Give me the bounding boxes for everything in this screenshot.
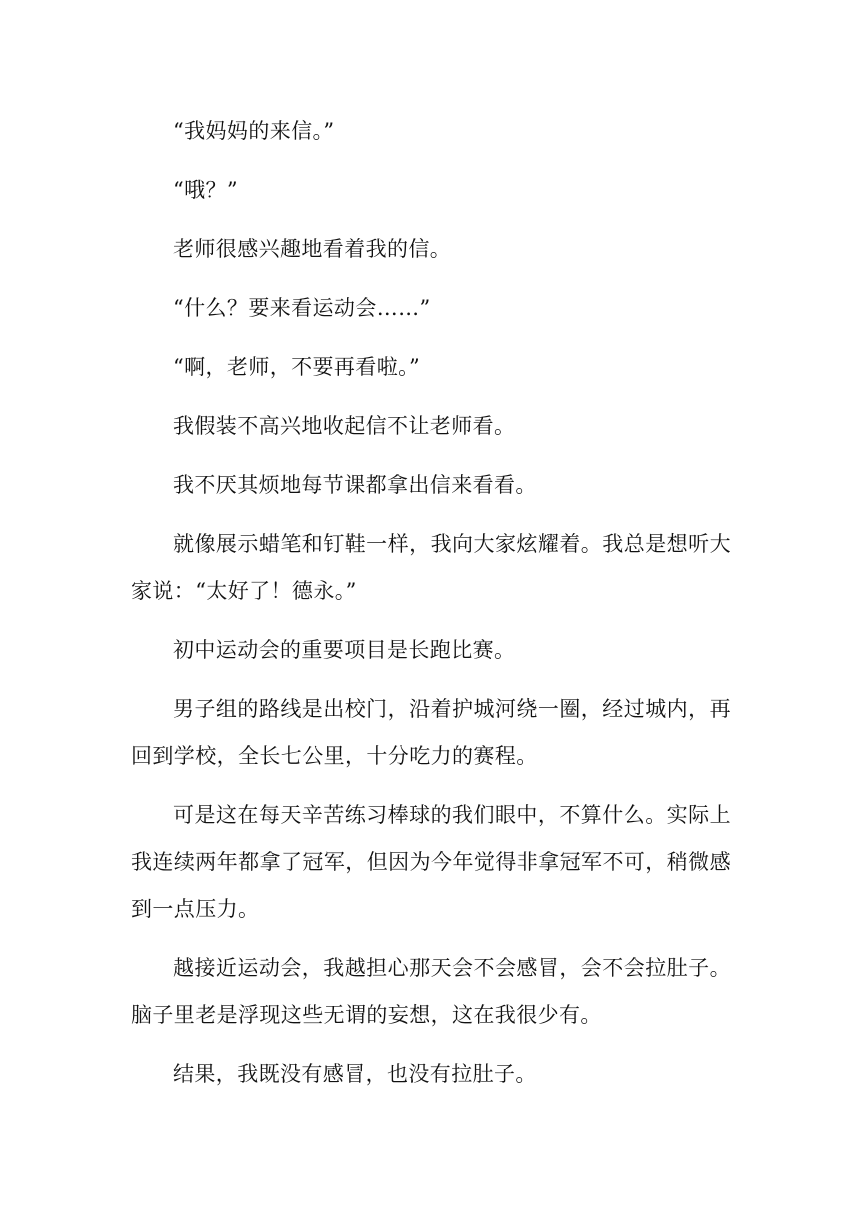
paragraph-10: 男子组的路线是出校门，沿着护城河绕一圈，经过城内，再回到学校，全长七公里，十分吃力的赛程。 bbox=[131, 697, 731, 768]
paragraph-4: “什么？要来看运动会……” bbox=[173, 296, 431, 320]
paragraph-2: “哦？” bbox=[173, 178, 239, 202]
paragraph-1: “我妈妈的来信。” bbox=[173, 119, 335, 143]
paragraph-11: 可是这在每天辛苦练习棒球的我们眼中，不算什么。实际上我连续两年都拿了冠军，但因为今年觉得非拿冠军不可，稍微感到一点压力。 bbox=[131, 803, 731, 921]
paragraph-3: 老师很感兴趣地看着我的信。 bbox=[173, 237, 452, 261]
paragraph-5: “啊，老师，不要再看啦。” bbox=[173, 355, 421, 379]
paragraph-13: 结果，我既没有感冒，也没有拉肚子。 bbox=[173, 1062, 537, 1086]
paragraph-8: 就像展示蜡笔和钉鞋一样，我向大家炫耀着。我总是想听大家说：“太好了！德永。” bbox=[131, 532, 731, 603]
body-text bbox=[131, 108, 731, 1110]
paragraph-7: 我不厌其烦地每节课都拿出信来看看。 bbox=[173, 473, 537, 497]
paragraph-12: 越接近运动会，我越担心那天会不会感冒，会不会拉肚子。脑子里老是浮现这些无谓的妄想，这在我很少有。 bbox=[131, 956, 731, 1027]
paragraph-9: 初中运动会的重要项目是长跑比赛。 bbox=[173, 638, 516, 662]
paragraph-6: 我假装不高兴地收起信不让老师看。 bbox=[173, 414, 516, 438]
